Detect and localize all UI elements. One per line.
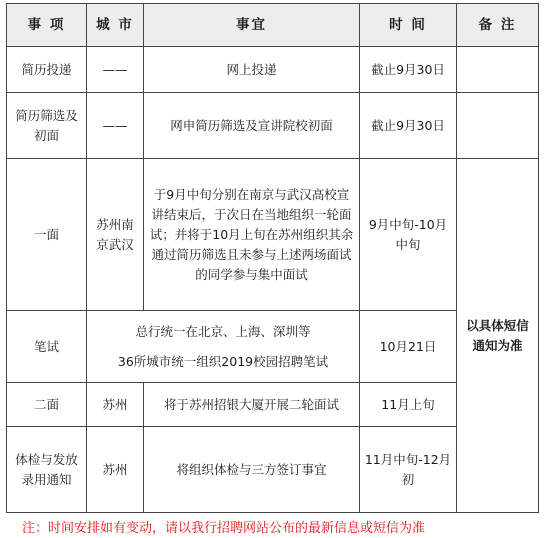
header-item: 事 项 xyxy=(7,4,87,47)
row-time: 11月中旬-12月初 xyxy=(360,427,457,513)
row-item: 二面 xyxy=(7,383,87,427)
row-matter: 将组织体检与三方签订事宜 xyxy=(144,427,360,513)
row-city: —— xyxy=(87,47,144,93)
table-header-row xyxy=(7,4,539,47)
row-item: 笔试 xyxy=(7,311,87,383)
header-remark: 备 注 xyxy=(457,4,539,47)
row-matter: 将于苏州招银大厦开展二轮面试 xyxy=(144,383,360,427)
header-matter: 事宜 xyxy=(144,4,360,47)
footer-note: 注：时间安排如有变动，请以我行招聘网站公布的最新信息或短信为准 xyxy=(22,521,426,536)
matter-line-1: 总行统一在北京、上海、深圳等 xyxy=(135,323,311,339)
remark-cell: 以具体短信通知为准 xyxy=(457,159,539,513)
row-remark-empty xyxy=(457,47,539,93)
row-city: 苏州 xyxy=(87,427,144,513)
row-matter-merged xyxy=(87,311,360,383)
header-time: 时 间 xyxy=(360,4,457,47)
row-city: 苏州南京武汉 xyxy=(87,159,144,311)
matter-line-2: 36所城市统一组织2019校园招聘笔试 xyxy=(117,353,329,369)
table-row xyxy=(7,47,539,93)
row-remark-empty xyxy=(457,93,539,159)
row-city: 苏州 xyxy=(87,383,144,427)
schedule-table xyxy=(6,3,539,513)
row-item: 简历筛选及初面 xyxy=(7,93,87,159)
row-time: 11月上旬 xyxy=(360,383,457,427)
row-time: 截止9月30日 xyxy=(360,93,457,159)
row-matter: 于9月中旬分别在南京与武汉高校宣讲结束后，于次日在当地组织一轮面试；并将于10月上旬在苏州组织其余通过简历筛选且未参与上述两场面试的同学参与集中面试 xyxy=(144,159,360,311)
table-row xyxy=(7,159,539,311)
row-matter: 网上投递 xyxy=(144,47,360,93)
row-city: —— xyxy=(87,93,144,159)
row-time: 9月中旬-10月中旬 xyxy=(360,159,457,311)
table-row xyxy=(7,93,539,159)
row-time: 10月21日 xyxy=(360,311,457,383)
header-city: 城 市 xyxy=(87,4,144,47)
row-matter: 网申简历筛选及宣讲院校初面 xyxy=(144,93,360,159)
row-item: 体检与发放录用通知 xyxy=(7,427,87,513)
row-item: 一面 xyxy=(7,159,87,311)
row-time: 截止9月30日 xyxy=(360,47,457,93)
row-item: 简历投递 xyxy=(7,47,87,93)
